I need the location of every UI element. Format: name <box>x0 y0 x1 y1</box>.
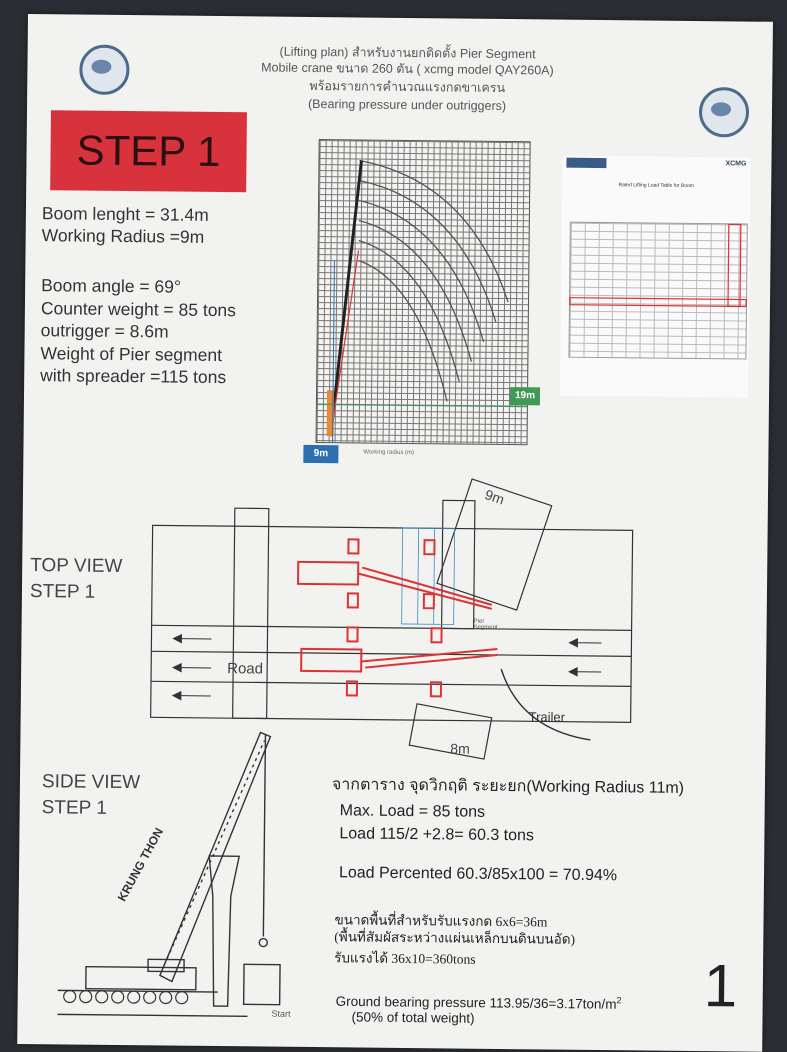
table-grid <box>568 222 747 360</box>
calc-load: Load 115/2 +2.8= 60.3 tons <box>339 824 534 846</box>
side-view-label-1: SIDE VIEW <box>42 770 140 795</box>
table-title: Rated Lifting Load Table for Boom <box>562 182 750 190</box>
header-line-4: (Bearing pressure under outriggers) <box>217 96 597 115</box>
spec-boom-angle: Boom angle = 69° <box>41 274 181 297</box>
calc-table-reference: จากตาราง จุดวิกฤติ ระยะยก(Working Radius 11m) <box>332 775 684 799</box>
step-badge: STEP 1 <box>50 110 247 192</box>
chart-x-caption: Working radius (m) <box>363 450 414 457</box>
table-header-band <box>566 158 606 168</box>
height-tag: 19m <box>510 387 540 405</box>
side-view-label-2: STEP 1 <box>42 796 107 821</box>
spec-counter-weight: Counter weight = 85 tons <box>41 297 236 321</box>
load-chart-grid <box>316 139 531 445</box>
calc-max-load: Max. Load = 85 tons <box>340 801 486 823</box>
calc-contact-note: (พื้นที่สัมผัสระหว่างแผ่นเหล็กบนดินบนอัด) <box>334 928 575 948</box>
company-seal-right <box>699 87 750 138</box>
calc-capacity: รับแรงได้ 36x10=360tons <box>334 949 476 967</box>
header-line-1: (Lifting plan) สำหรับงานยกติดตั้ง Pier Segment <box>218 44 598 63</box>
table-highlight <box>569 223 746 359</box>
company-seal-left <box>79 45 130 96</box>
top-view-label-1: TOP VIEW <box>30 554 122 579</box>
calc-ground-pressure-text: Ground bearing pressure 113.95/36=3.17ton/m <box>336 994 617 1012</box>
header-line-3: พร้อมรายการคำนวณแรงกดขาเครน <box>217 78 597 97</box>
label-8m: 8m <box>450 740 470 756</box>
calc-load-percent: Load Percented 60.3/85x100 = 70.94% <box>339 863 617 886</box>
spec-working-radius: Working Radius =9m <box>42 224 205 248</box>
calc-weight-note: (50% of total weight) <box>351 1007 474 1028</box>
rated-load-table <box>560 156 751 398</box>
label-start: Start <box>271 1009 290 1019</box>
load-chart-curves <box>317 140 530 444</box>
calc-ground-pressure-sup: 2 <box>616 995 621 1005</box>
xcmg-logo: XCMG <box>725 157 746 171</box>
label-9m: 9m <box>483 486 507 507</box>
table-note <box>568 366 744 373</box>
label-pier-segment: Pier Segment <box>474 619 510 631</box>
label-road: Road <box>227 660 263 677</box>
label-trailer: Trailer <box>529 709 566 724</box>
spec-pier-weight-line1: Weight of Pier segment <box>40 342 222 366</box>
calc-bearing-area: ขนาดพื้นที่สำหรับรับแรงกด 6x6=36m <box>334 911 547 930</box>
top-view-label-2: STEP 1 <box>30 580 95 605</box>
spec-boom-length: Boom lenght = 31.4m <box>42 202 209 226</box>
side-view-crane-drawing <box>47 714 330 1037</box>
radius-tag: 9m <box>303 445 338 463</box>
spec-pier-weight-line2: with spreader =115 tons <box>40 364 226 388</box>
spec-outrigger: outrigger = 8.6m <box>41 319 169 342</box>
page-number: 1 <box>704 951 738 1020</box>
header-line-2: Mobile crane ขนาด 260 ตัน ( xcmg model QAY260A) <box>217 60 597 79</box>
lifting-plan-sheet <box>17 14 773 1052</box>
crane-brand-text: KRUNG THON <box>115 826 166 904</box>
